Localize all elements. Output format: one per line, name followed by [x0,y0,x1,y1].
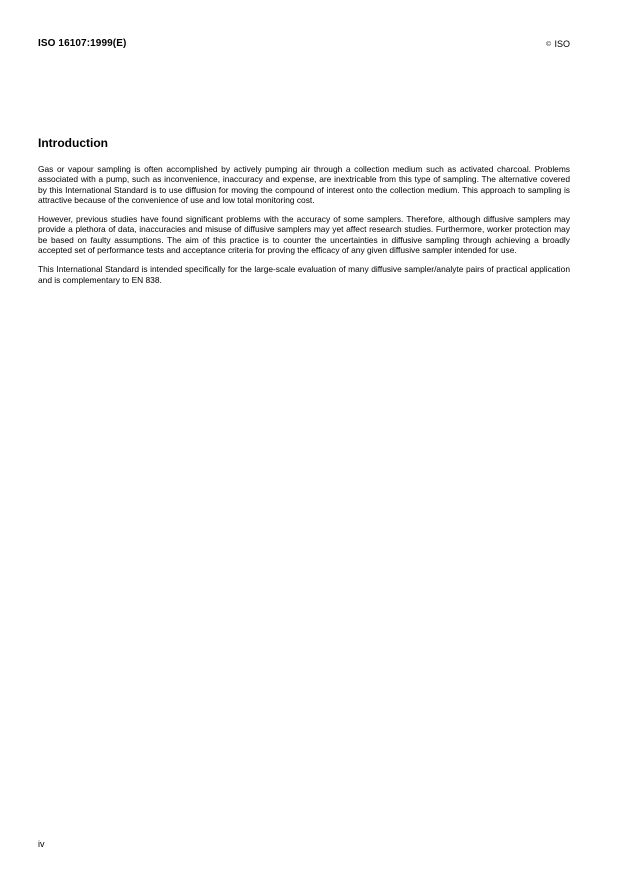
document-id: ISO 16107:1999(E) [38,38,127,49]
copyright-notice [546,39,570,49]
copyright-owner: ISO [554,39,570,49]
paragraph-3: This International Standard is intended specifically for the large-scale evaluation of many diffusive sampler/analyte pairs of practical application and is complementary to EN 838. [38,264,570,285]
section-title: Introduction [38,136,108,150]
paragraph-1: Gas or vapour sampling is often accomplished by actively pumping air through a collection medium such as activated charcoal. Problems associated with a pump, such as inconvenience, inaccuracy and expense, are inextricable from this type of sampling. The alternative covered by this International Standard is to use diffusion for moving the compound of interest onto the collection medium. This approach to sampling is attractive because of the convenience of use and low total monitoring cost. [38,164,570,205]
section-body [38,164,570,294]
paragraph-2: However, previous studies have found significant problems with the accuracy of some samplers. Therefore, although diffusive samplers may provide a plethora of data, inaccuracies and misuse of diffusive samplers may yet affect research studies. Furthermore, worker protection may be based on faulty assumptions. The aim of this practice is to counter the uncertainties in diffusive sampling through achieving a broadly accepted set of performance tests and acceptance criteria for proving the efficacy of any given diffusive sampler intended for use. [38,214,570,256]
copyright-symbol: © [546,41,551,48]
page-number: iv [38,839,45,849]
